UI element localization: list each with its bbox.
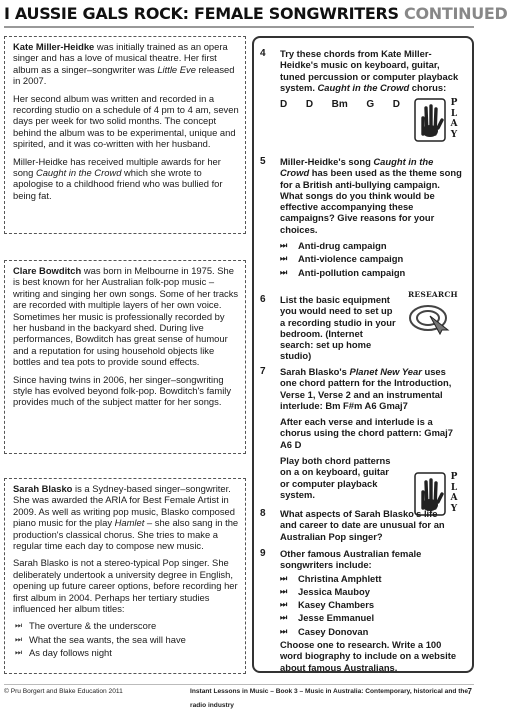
list-item: ⏭ Anti-violence campaign — [280, 253, 404, 265]
media-forward-icon: ⏭ — [280, 241, 288, 251]
question-text: List the basic equipment you would need to set up a recording studio in your bedroom. (Internet search: set up home studio) — [280, 294, 396, 362]
chord: D — [280, 99, 288, 111]
question-text: After each verse and interlude is a chorus using the chord pattern: Gmaj7 A6 D — [280, 416, 453, 450]
bio-paragraph: Kate Miller-Heidke was initially trained as an opera singer and has a love of musical theatre. Her first album as a singer–songwriter was Little Eve released in 2007. — [13, 41, 235, 87]
media-forward-icon: ⏭ — [280, 573, 288, 583]
bio-paragraph: Since having twins in 2006, her singer–songwriting style has evolved beyond folk-pop. Bowditch's family provides much of the subject matter for her songs. — [13, 373, 232, 408]
question-number: 6 — [260, 294, 266, 305]
bio-name: Kate Miller-Heidke — [13, 41, 95, 52]
question-text: Other famous Australian female songwriters include: — [280, 548, 422, 571]
play-stamp — [414, 98, 462, 142]
media-forward-icon: ⏭ — [280, 626, 288, 636]
chord: Bm — [331, 99, 348, 111]
media-forward-icon: ⏭ — [15, 621, 23, 631]
media-forward-icon: ⏭ — [280, 267, 288, 277]
bio-name: Clare Bowditch — [13, 265, 82, 276]
bio-paragraph: Clare Bowditch was born in Melbourne in 1975. She is best known for her Australian folk-pop music – writing and singing her own songs. Some of her tracks are recorded with multiple layers of her own voice. Sometimes her music is professionally recorded by her husband in the backyard shed. During live performances, Bowditch has great sense of humour and a reputation for using household objects like bottles and tea pots to provide sound effects. — [13, 265, 239, 368]
bio-paragraph: Miller-Heidke has received multiple awards for her song Caught in the Crowd which she wrote to apologise to a childhood friend who was bullied for being fat. — [13, 155, 223, 201]
media-forward-icon: ⏭ — [280, 600, 288, 610]
question-number: 4 — [260, 48, 266, 59]
question-text: Play both chord patterns on a on keyboard, guitar or computer playback system. — [280, 455, 391, 500]
list-item: ⏭ As day follows night — [15, 647, 112, 659]
list-item: ⏭ What the sea wants, the sea will have — [15, 633, 186, 645]
question-text: What aspects of Sarah Blasko's life and career to date are unusual for an Australian Pop singer? — [280, 508, 445, 542]
title-continued: CONTINUED — [404, 4, 508, 23]
question-text: Choose one to research. Write a 100 word biography to include on a website about famous Australians. — [280, 639, 457, 673]
question-text: Try these chords from Kate Miller-Heidke's music on keyboard, guitar, tuned percussion or computer playback system. Caught in the Crowd chorus: — [280, 48, 459, 93]
list-item: ⏭ Anti-pollution campaign — [280, 266, 406, 278]
bio-name: Sarah Blasko — [13, 483, 73, 494]
bio-paragraph: Her second album was written and recorded in a recording studio on a schedule of 4 pm to 4 am, seven days per week for two solid months. The concept behind the album was to be experimental, unique and spirited, and it was co-written with her husband. — [13, 92, 239, 150]
list-item: ⏭ Jesse Emmanuel — [280, 612, 375, 624]
question-text: Miller-Heidke's song Caught in the Crowd has been used as the theme song for a British anti-bullying campaign. What songs do you think would be effective accompanying these campaigns? Give reasons for your choices. — [280, 156, 462, 235]
bio-sarah-blasko — [4, 478, 246, 674]
list-item: ⏭ Jessica Mauboy — [280, 585, 370, 597]
list-item: ⏭ Casey Donovan — [280, 625, 369, 637]
title-rule — [4, 26, 474, 28]
research-stamp — [404, 290, 464, 334]
page-footer — [4, 684, 474, 709]
songwriter-list — [280, 573, 464, 637]
list-item: ⏭ Kasey Chambers — [280, 599, 375, 611]
question-number: 8 — [260, 508, 266, 519]
album-list — [13, 620, 239, 658]
play-label: PLAY — [450, 472, 458, 514]
question-number: 9 — [260, 548, 266, 559]
media-forward-icon: ⏭ — [280, 586, 288, 596]
play-label: PLAY — [450, 98, 458, 140]
list-item: ⏭ The overture & the underscore — [15, 620, 157, 632]
chord: D — [305, 99, 314, 111]
list-item: ⏭ Christina Amphlett — [280, 572, 382, 584]
chord: G — [366, 99, 375, 111]
bio-kate-miller-heidke — [4, 36, 246, 234]
media-forward-icon: ⏭ — [15, 634, 23, 644]
title-main: I AUSSIE GALS ROCK: FEMALE SONGWRITERS — [4, 4, 399, 23]
page-number: 7 — [467, 687, 472, 696]
book-title: Instant Lessons in Music – Book 3 – Music in Australia: Contemporary, historical and the radio industry — [190, 688, 469, 709]
activities-panel — [252, 36, 474, 673]
copyright: © Pru Borgert and Blake Education 2011 — [4, 688, 123, 695]
media-forward-icon: ⏭ — [280, 613, 288, 623]
page-title — [4, 2, 508, 26]
question-number: 5 — [260, 156, 266, 167]
bio-clare-bowditch — [4, 260, 246, 454]
chord: D — [392, 99, 400, 111]
campaign-list — [280, 240, 464, 278]
bio-paragraph: Sarah Blasko is not a stereo-typical Pop singer. She deliberately undertook a university degree in English, opening up future career options, before recording her first album in 2004. Perhaps her tertiary studies influenced her album titles: — [13, 557, 238, 615]
question-number: 7 — [260, 366, 266, 377]
chord-sequence — [280, 99, 400, 110]
media-forward-icon: ⏭ — [280, 254, 288, 264]
bio-paragraph: Sarah Blasko is a Sydney-based singer–songwriter. She was awarded the ARIA for Best Female Artist in 2009. As well as writing pop music, Blasko composed piano music for the play Hamlet – she also sang in the production's classical chorus. She tries to make a regular time each day to compose new music. — [13, 483, 239, 552]
media-forward-icon: ⏭ — [15, 648, 23, 658]
question-text: Sarah Blasko's Planet New Year uses one chord pattern for the Introduction, Verse 1, Verse 2 and an instrumental interlude: Bm F#m A6 Gmaj7 — [280, 366, 452, 411]
list-item: ⏭ Anti-drug campaign — [280, 240, 387, 252]
research-label: RESEARCH — [408, 290, 458, 299]
